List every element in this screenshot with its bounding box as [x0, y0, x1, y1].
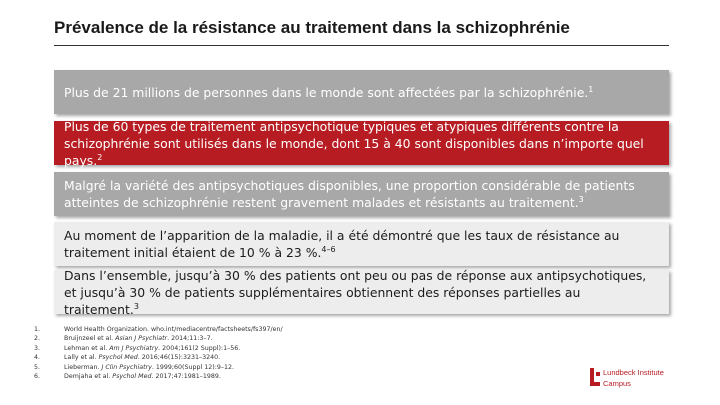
slide-title: Prévalence de la résistance au traitement dans la schizophrénie	[54, 18, 570, 37]
statement-ref-4: 4–6	[321, 244, 336, 254]
statement-body-2: Plus de 60 types de traitement antipsychotique typiques et atypiques différents contre la schizophrénie sont utilisés dans le monde, dont 15 à 40 sont disponibles dans n’importe quel pays.	[64, 118, 644, 168]
statement-ref-3: 3	[578, 194, 584, 204]
statement-text-3	[64, 177, 659, 211]
statement-ref-5: 3	[133, 301, 139, 311]
logo-text-line-2: Campus	[603, 379, 631, 388]
statement-ref-1: 1	[588, 84, 594, 94]
statement-box-1	[54, 70, 669, 114]
lundbeck-logo-icon	[590, 368, 600, 388]
statement-body-5: Dans l’ensemble, jusqu’à 30 % des patients ont peu ou pas de réponse aux antipsychotiques, et jusqu’à 30 % de patients supplémentaires obtiennent des réponses partielles au traitement.	[64, 267, 647, 317]
statement-box-3	[54, 172, 669, 216]
statement-ref-2: 2	[97, 152, 103, 162]
logo-text-line-1: Lundbeck Institute	[603, 368, 664, 377]
reference-item: 5. Lieberman. J Clin Psychiatry. 1999;60(Suppl 12):9–12.	[34, 363, 234, 371]
reference-list	[34, 325, 514, 381]
statement-body-3: Malgré la variété des antipsychotiques disponibles, une proportion considérable de patients atteintes de schizophrénie restent gravement malades et résistants au traitement.	[64, 178, 635, 210]
statement-box-2	[54, 118, 669, 168]
reference-item: 4. Lally et al. Psychol Med. 2016;46(15):3231–3240.	[34, 354, 221, 362]
statement-box-4	[54, 222, 669, 266]
statement-body-1: Plus de 21 millions de personnes dans le monde sont affectées par la schizophrénie.	[64, 84, 589, 100]
statement-body-4: Au moment de l’apparition de la maladie, il a été démontré que les taux de résistance au traitement initial étaient de 10 % à 23 %.	[64, 228, 620, 260]
reference-item: 2. Bruijnzeel et al. Asian J Psychiatr. 2014;11:3–7.	[34, 335, 213, 343]
statement-text-2	[64, 118, 659, 169]
reference-item: 6. Demjaha et al. Psychol Med. 2017;47:1981–1989.	[34, 373, 221, 381]
statement-text-4	[64, 227, 659, 261]
reference-item: 1. World Health Organization. who.int/mediacentre/factsheets/fs397/en/	[34, 326, 283, 333]
title-divider	[54, 45, 669, 46]
statement-text-5	[64, 267, 659, 318]
lundbeck-logo	[590, 367, 680, 393]
statement-box-5	[54, 267, 669, 317]
statement-text-1	[64, 84, 593, 101]
reference-item: 3. Lehman et al. Am J Psychiatry. 2004;161(2 Suppl):1–56.	[34, 344, 241, 352]
